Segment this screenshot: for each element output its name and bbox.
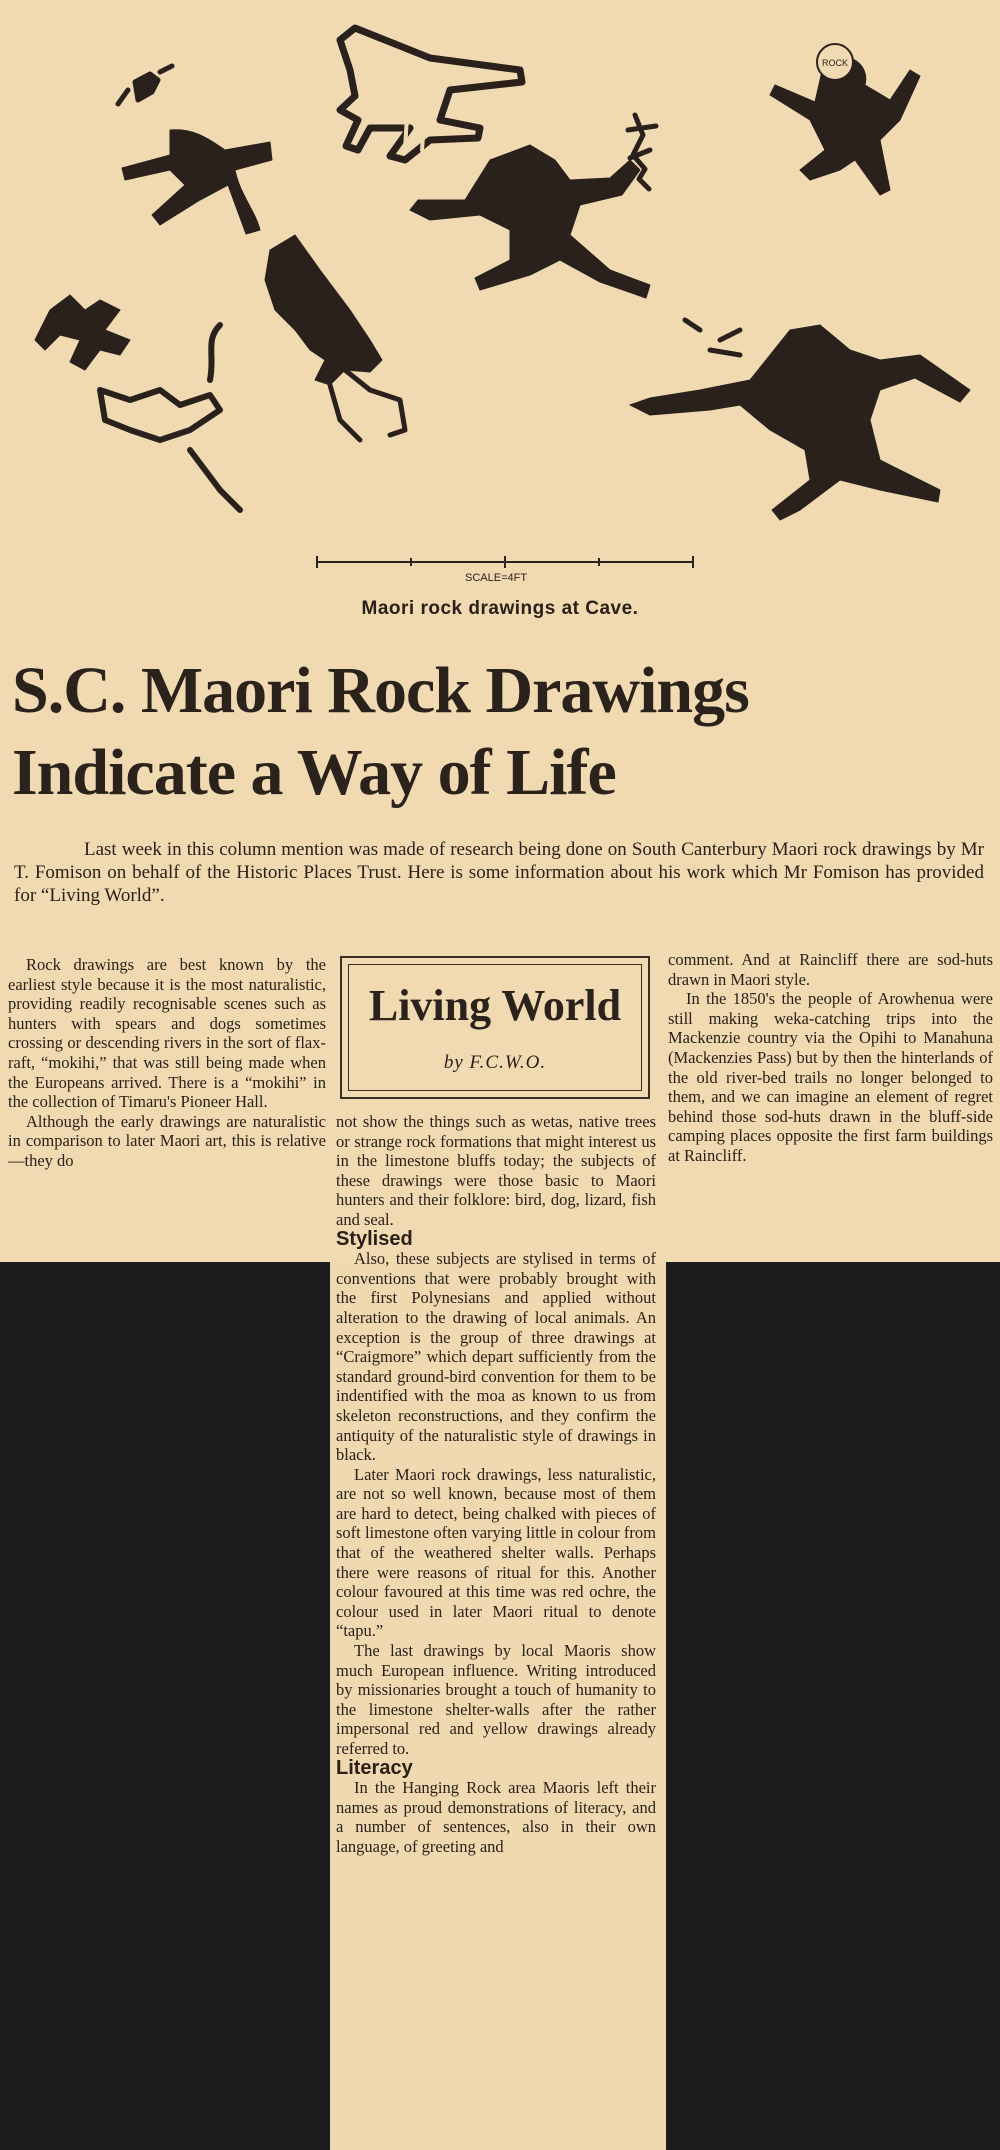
column-title: Living World [368, 981, 622, 1030]
col1-paragraph-2: Although the early drawings are naturalistic in comparison to later Maori art, this is relative—they do [8, 1111, 326, 1170]
rock-figure-tangle-left [35, 295, 130, 370]
rock-drawings-illustration [10, 10, 990, 570]
col2-paragraph-2: Also, these subjects are stylised in terms of conventions that were probably brought with the first Polynesians and applied without alteration to the drawing of local animals. An exception is the group of three drawings at “Craigmore” which depart sufficiently from the standard ground-bird convention for them to be indentified with the moa as known to us from skeleton reconstructions, and they confirm the antiquity of the naturalistic style of drawings in black. [336, 1249, 656, 1465]
rock-figure-bird-left [122, 130, 272, 234]
subhead-stylised: Stylised [336, 1227, 413, 1250]
column-header-box [340, 956, 650, 1099]
rock-figure-tangle [340, 28, 522, 160]
headline-line-1: S.C. Maori Rock Drawings [12, 654, 749, 727]
rock-figure-animal [265, 235, 382, 385]
rock-figure-human-centre [410, 145, 650, 298]
article-column-3 [668, 950, 993, 1166]
article-column-1 [8, 955, 326, 1171]
rock-figure-small-1 [118, 66, 172, 104]
col3-paragraph-2: In the 1850's the people of Arowhenua were still making weka-catching trips into the Mackenzie country via the Opihi to Manahuna (Mackenzies Pass) but by then the hinterlands of the old river-bed trails no longer belonged to them, and we can imagine an element of regret behind those sod-huts drawn in the bluff-side camping places opposite the first farm buildings at Raincliff. [668, 989, 993, 1165]
article-column-2 [336, 1112, 656, 1857]
col2-paragraph-4: The last drawings by local Maoris show much European influence. Writing introduced by missionaries brought a touch of humanity to the limestone shelter-walls after the rather impersonal red and yellow drawings already referred to. [336, 1641, 656, 1758]
rock-figure-human-bottom [630, 325, 970, 520]
intro-paragraph: Last week in this column mention was made of research being done on South Canterbury Maori rock drawings by Mr T. Fomison on behalf of the Historic Places Trust. Here is some information about his work which Mr Fomison has provided for “Living World”. [14, 839, 984, 906]
col2-paragraph-3: Later Maori rock drawings, less naturalistic, are not so well known, because most of them are hard to detect, being chalked with pieces of soft limestone often varying little in colour from that of the weathered shelter walls. Perhaps there were reasons of ritual for this. Another colour favoured at this time was red ochre, the colour used in later Maori ritual to denote “tapu.” [336, 1464, 656, 1641]
figure-caption: Maori rock drawings at Cave. [361, 598, 639, 619]
col1-paragraph-1: Rock drawings are best known by the earliest style because it is the most naturalistic, providing readily recognisable scenes such as hunters with spears and dogs sometimes crossing or descending rivers in the sort of flax-raft, “mokihi,” that was still being made when the Europeans arrived. There is a “mokihi” in the collection of Timaru's Pioneer Hall. [8, 955, 326, 1112]
scale-label: SCALE=4FT [465, 572, 528, 584]
col2-paragraph-1: not show the things such as wetas, native trees or strange rock formations that might interest us in the limestone bluffs today; the subjects of these drawings were those basic to Maori hunters and their folklore: bird, dog, lizard, fish and seal. [336, 1112, 656, 1229]
column-byline: by F.C.W.O. [443, 1052, 547, 1073]
col3-paragraph-1: comment. And at Raincliff there are sod-huts drawn in Maori style. [668, 950, 993, 989]
subhead-literacy: Literacy [336, 1756, 413, 1779]
col2-paragraph-5: In the Hanging Rock area Maoris left their names as proud demonstrations of literacy, and a number of sentences, also in their own language, of greeting and [336, 1778, 656, 1856]
rock-label-text: ROCK [821, 58, 849, 68]
headline [12, 650, 992, 814]
headline-line-2: Indicate a Way of Life [12, 736, 616, 809]
